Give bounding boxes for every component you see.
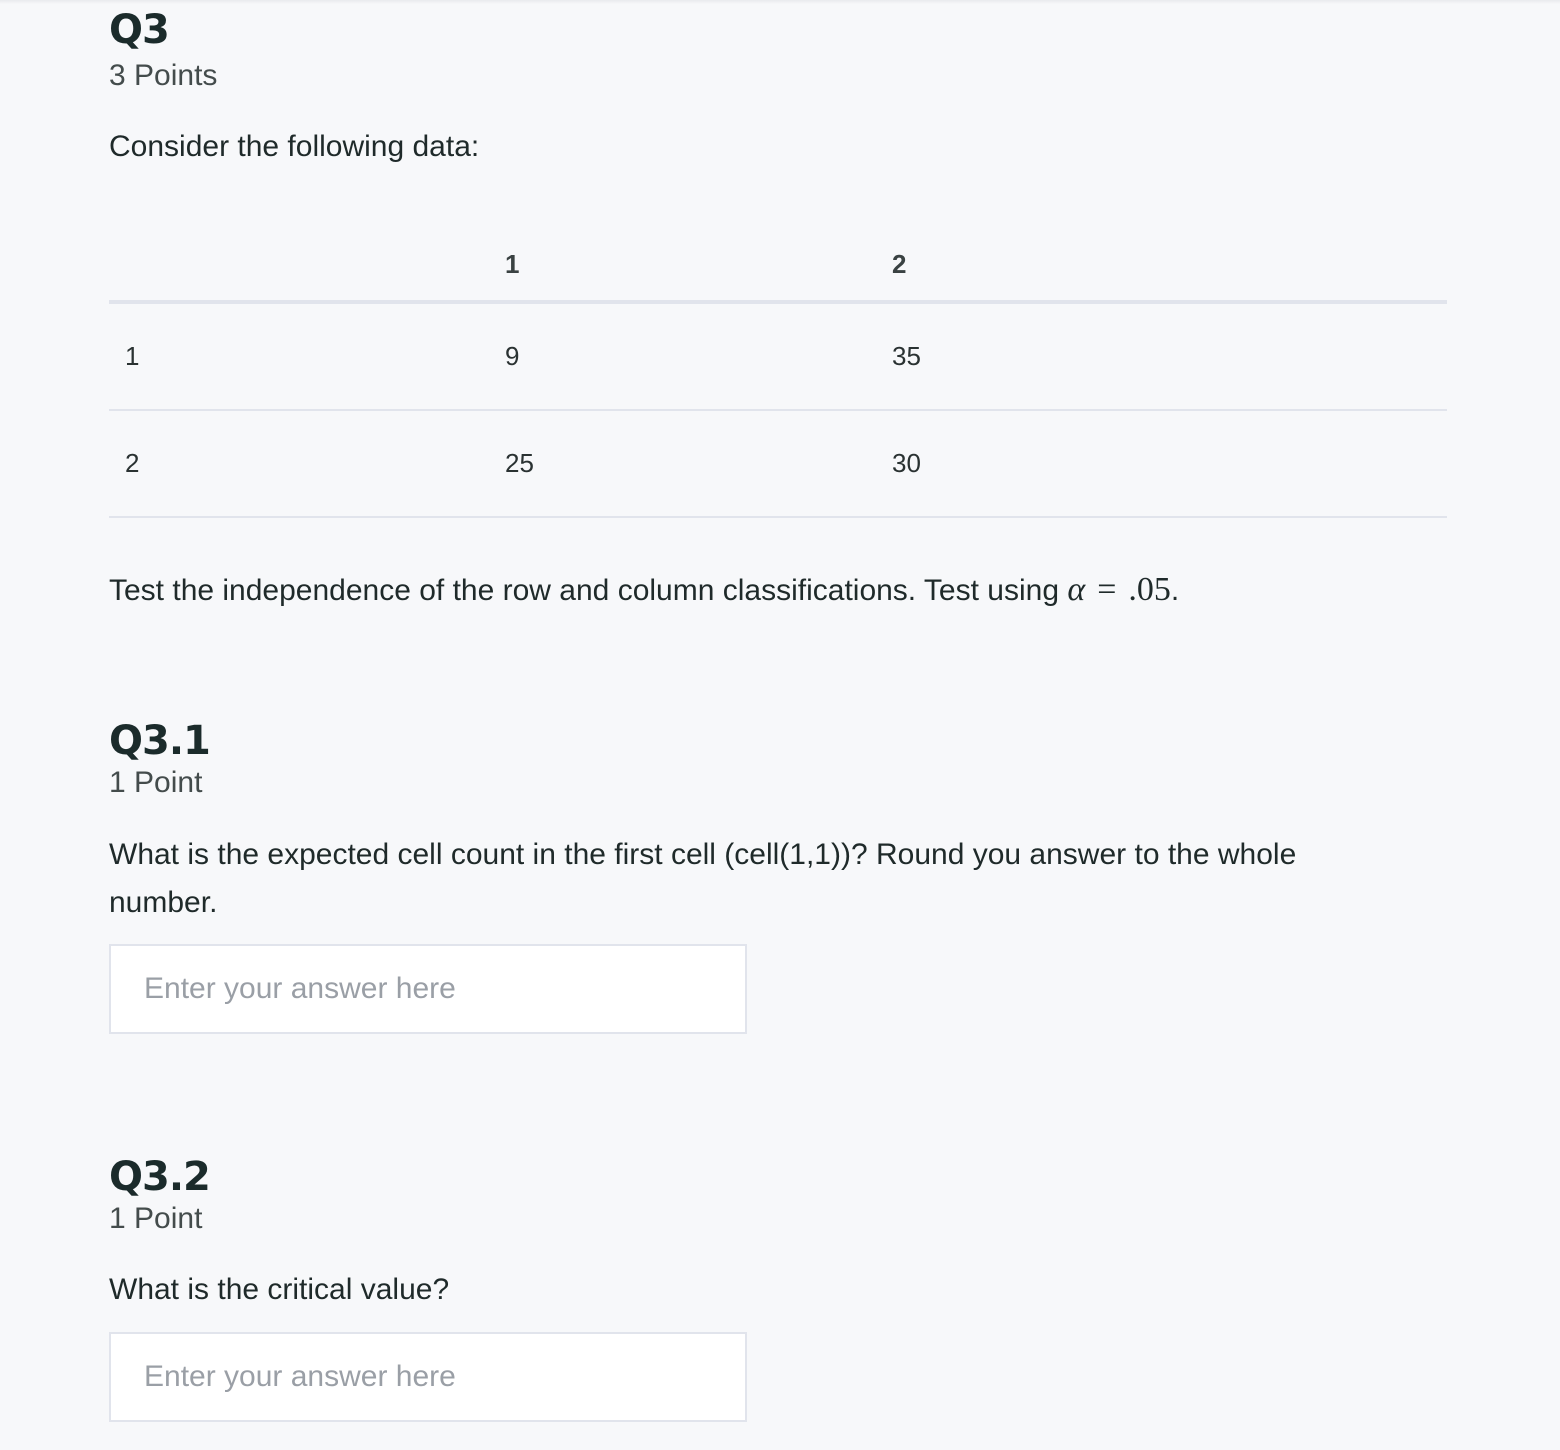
data-table <box>109 228 1447 518</box>
subquestion-points: 1 Point <box>109 766 203 799</box>
table-header-cell: 2 <box>892 228 1447 302</box>
table-cell: 35 <box>892 302 1447 410</box>
subquestion-prompt-line2: number. <box>109 886 218 919</box>
subquestion-prompt: What is the critical value? <box>109 1273 450 1306</box>
subquestion-prompt <box>109 831 1447 927</box>
instruction-end: . <box>1170 574 1180 607</box>
question-title: Q3 <box>109 7 169 53</box>
question-points: 3 Points <box>109 59 218 92</box>
subquestion-title: Q3.2 <box>109 1154 210 1200</box>
table-cell: 1 <box>109 302 505 410</box>
table-header-cell: 1 <box>505 228 892 302</box>
table-cell: 2 <box>109 410 505 517</box>
table-row <box>109 410 1447 517</box>
question-instruction <box>109 566 1179 615</box>
subquestion-points: 1 Point <box>109 1202 203 1235</box>
subquestion-title: Q3.1 <box>109 718 210 764</box>
equals-symbol: = <box>1097 571 1117 608</box>
alpha-symbol: α <box>1067 571 1086 608</box>
table-row <box>109 302 1447 410</box>
table-cell: 9 <box>505 302 892 410</box>
top-shadow <box>0 0 1560 4</box>
question-intro: Consider the following data: <box>109 130 480 163</box>
table-cell: 30 <box>892 410 1447 517</box>
table-header-row <box>109 228 1447 302</box>
table-header-cell <box>109 228 505 302</box>
instruction-text: Test the independence of the row and column classifications. Test using <box>109 574 1068 607</box>
alpha-value: .05 <box>1128 571 1171 608</box>
answer-input-q3-2[interactable] <box>109 1332 747 1422</box>
answer-input-q3-1[interactable] <box>109 944 747 1034</box>
subquestion-prompt-line1: What is the expected cell count in the first cell (cell(1,1))? Round you answer to the whole <box>109 838 1297 871</box>
table-cell: 25 <box>505 410 892 517</box>
